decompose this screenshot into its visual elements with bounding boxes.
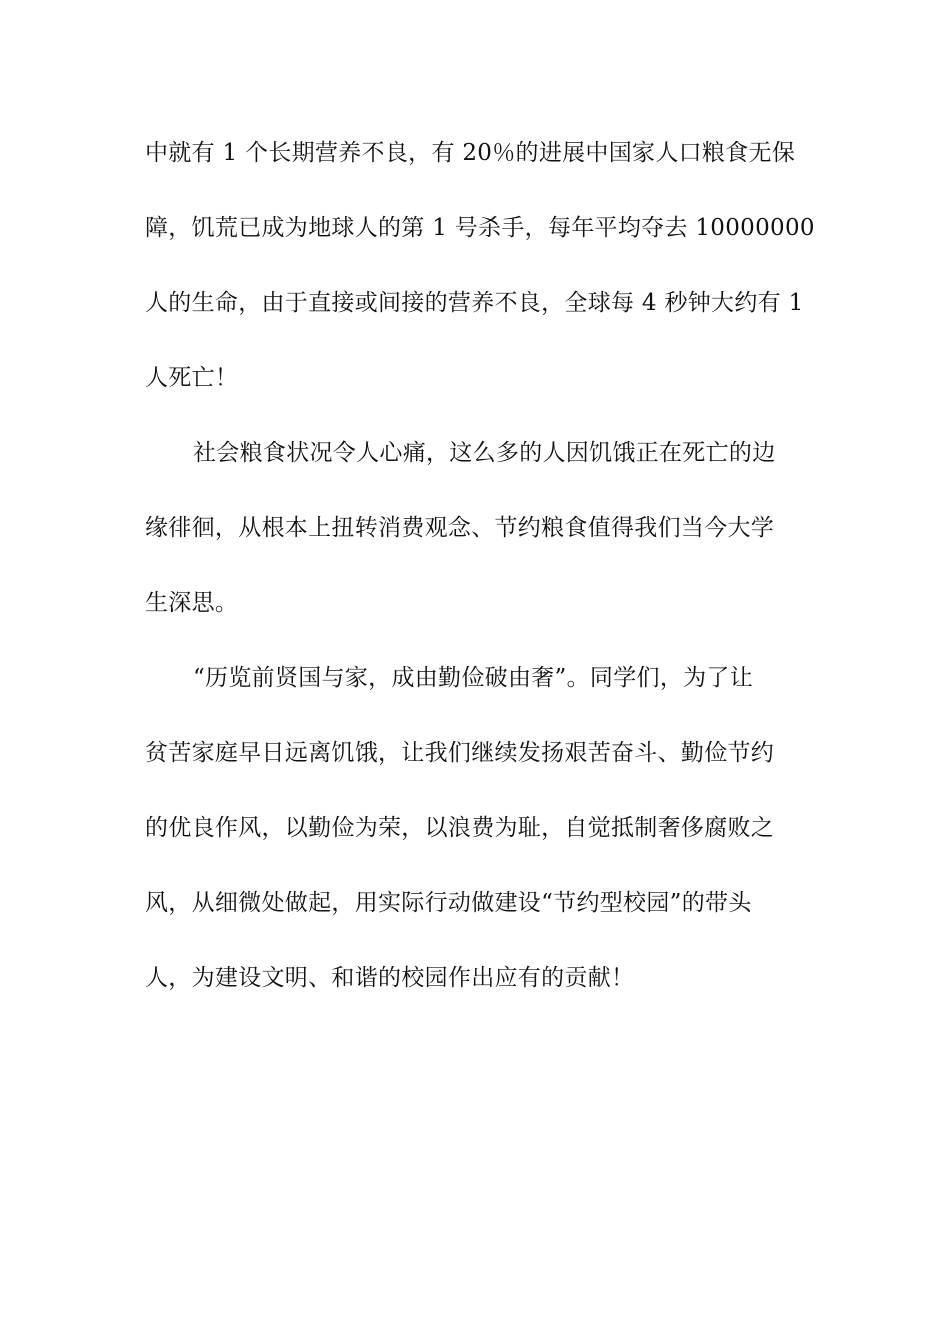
paragraph-call-to-action [145, 653, 810, 1028]
document-body [145, 128, 815, 1028]
text-line: 人，为建设文明、和谐的校园作出应有的贡献！ [145, 965, 635, 991]
text-line: 人的生命，由于直接或间接的营养不良，全球每 4 秒钟大约有 1 [145, 290, 804, 316]
text-line: “历览前贤国与家，成由勤俭破由奢”。同学们，为了让 [193, 665, 754, 691]
text-line: 生深思。 [145, 590, 239, 616]
text-line: 社会粮食状况令人心痛，这么多的人因饥饿正在死亡的边 [193, 440, 776, 466]
text-line: 贫苦家庭早日远离饥饿，让我们继续发扬艰苦奋斗、勤俭节约 [145, 740, 775, 766]
text-line: 的优良作风，以勤俭为荣，以浪费为耻，自觉抵制奢侈腐败之 [145, 815, 775, 841]
text-line: 障，饥荒已成为地球人的第 1 号杀手，每年平均夺去 10000000 [145, 215, 815, 241]
text-line: 缘徘徊，从根本上扭转消费观念、节约粮食值得我们当今大学 [145, 515, 775, 541]
text-line: 中就有 1 个长期营养不良，有 20％的进展中国家人口粮食无保 [145, 140, 796, 166]
paragraph-reflection [145, 428, 810, 653]
paragraph-hunger-statistics [145, 128, 815, 428]
text-line: 风，从细微处做起，用实际行动做建设“节约型校园”的带头 [145, 890, 752, 916]
text-line: 人死亡！ [145, 365, 239, 391]
